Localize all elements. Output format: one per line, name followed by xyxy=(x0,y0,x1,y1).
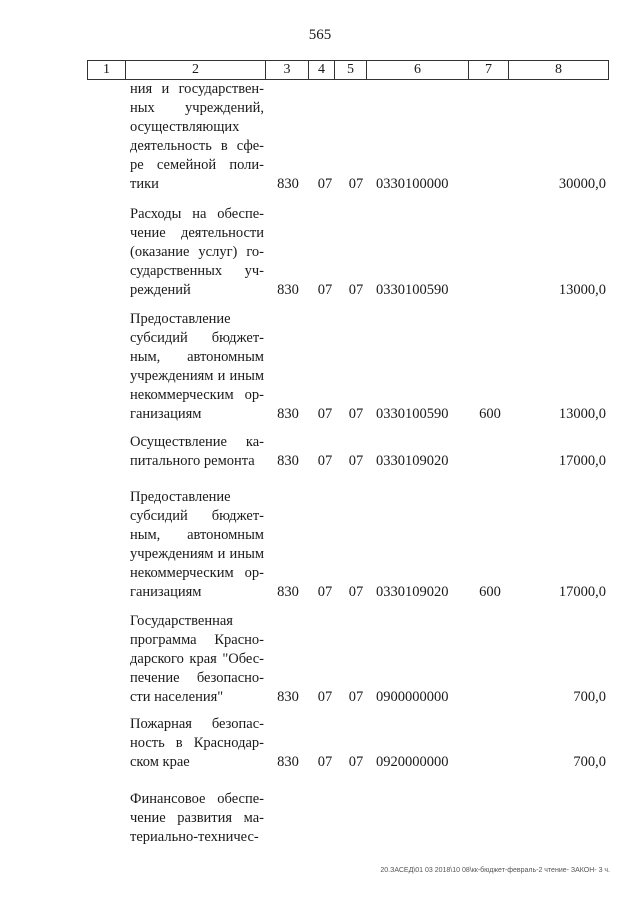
description-line: ре семейной поли- xyxy=(130,157,264,173)
cell-col-4: 07 xyxy=(317,282,333,298)
description-line: печение безопасно- xyxy=(130,670,264,686)
cell-col-7: 600 xyxy=(479,406,501,422)
cell-col-8: 17000,0 xyxy=(558,584,606,600)
description-line: ным, автономным xyxy=(130,349,264,365)
description-line: дарского края "Обес- xyxy=(130,651,264,667)
row-description xyxy=(130,310,264,424)
cell-col-6: 0330100590 xyxy=(376,282,449,298)
cell-col-3: 830 xyxy=(277,584,299,600)
description-line: реждений xyxy=(130,282,191,298)
description-line: Пожарная безопас- xyxy=(130,716,264,732)
description-line: учреждениям и иным xyxy=(130,546,264,562)
description-line: ском крае xyxy=(130,754,190,770)
cell-col-4: 07 xyxy=(317,689,333,705)
row-description xyxy=(130,80,264,194)
cell-col-6: 0330100590 xyxy=(376,406,449,422)
description-line: некоммерческим ор- xyxy=(130,565,264,581)
description-line: программа Красно- xyxy=(130,632,264,648)
description-line: Осуществление ка- xyxy=(130,434,264,450)
cell-col-4: 07 xyxy=(317,584,333,600)
cell-col-3: 830 xyxy=(277,689,299,705)
description-line: ным, автономным xyxy=(130,527,264,543)
column-header-4: 4 xyxy=(308,61,334,79)
cell-col-5: 07 xyxy=(348,406,364,422)
row-description xyxy=(130,715,264,772)
column-header-5: 5 xyxy=(334,61,366,79)
description-line: некоммерческим ор- xyxy=(130,387,264,403)
column-header-3: 3 xyxy=(265,61,308,79)
cell-col-5: 07 xyxy=(348,584,364,600)
cell-col-3: 830 xyxy=(277,176,299,192)
cell-col-4: 07 xyxy=(317,453,333,469)
description-line: деятельность в сфе- xyxy=(130,138,264,154)
cell-col-6: 0920000000 xyxy=(376,754,449,770)
cell-col-5: 07 xyxy=(348,282,364,298)
page-number: 565 xyxy=(308,27,332,43)
description-line: питального ремонта xyxy=(130,453,255,469)
cell-col-7: 600 xyxy=(479,584,501,600)
cell-col-8: 700,0 xyxy=(573,754,606,770)
row-description xyxy=(130,488,264,602)
column-header-2: 2 xyxy=(125,61,265,79)
description-line: субсидий бюджет- xyxy=(130,330,264,346)
footer-file-path: 20.ЗАСЕД\01 03 2018\10 08\кк-бюджет-февраль-2 чтение- ЗАКОН- 3 ч. xyxy=(380,867,610,874)
description-line: ность в Краснодар- xyxy=(130,735,264,751)
cell-col-6: 0330109020 xyxy=(376,584,449,600)
cell-col-3: 830 xyxy=(277,282,299,298)
description-line: учреждениям и иным xyxy=(130,368,264,384)
row-description xyxy=(130,205,264,300)
description-line: ных учреждений, xyxy=(130,100,264,116)
cell-col-5: 07 xyxy=(348,754,364,770)
cell-col-4: 07 xyxy=(317,754,333,770)
cell-col-5: 07 xyxy=(348,689,364,705)
column-header-1: 1 xyxy=(87,61,125,79)
description-line: чение развития ма- xyxy=(130,810,264,826)
description-line: (оказание услуг) го- xyxy=(130,244,264,260)
column-header-row xyxy=(87,60,609,80)
column-header-7: 7 xyxy=(468,61,508,79)
cell-col-3: 830 xyxy=(277,406,299,422)
cell-col-8: 13000,0 xyxy=(558,282,606,298)
description-line: ганизациям xyxy=(130,406,202,422)
description-line: субсидий бюджет- xyxy=(130,508,264,524)
description-line: Государственная xyxy=(130,613,233,629)
cell-col-6: 0330100000 xyxy=(376,176,449,192)
description-line: тики xyxy=(130,176,159,192)
description-line: чение деятельности xyxy=(130,225,264,241)
cell-col-6: 0330109020 xyxy=(376,453,449,469)
cell-col-6: 0900000000 xyxy=(376,689,449,705)
description-line: териально-техничес- xyxy=(130,829,259,845)
cell-col-4: 07 xyxy=(317,406,333,422)
row-description xyxy=(130,433,264,471)
row-description xyxy=(130,790,264,847)
description-line: Расходы на обеспе- xyxy=(130,206,264,222)
cell-col-3: 830 xyxy=(277,754,299,770)
description-line: сти населения" xyxy=(130,689,224,705)
cell-col-8: 13000,0 xyxy=(558,406,606,422)
column-header-6: 6 xyxy=(366,61,468,79)
column-header-8: 8 xyxy=(508,61,609,79)
description-line: Финансовое обеспе- xyxy=(130,791,264,807)
cell-col-4: 07 xyxy=(317,176,333,192)
cell-col-5: 07 xyxy=(348,453,364,469)
description-line: Предоставление xyxy=(130,311,231,327)
description-line: ганизациям xyxy=(130,584,202,600)
cell-col-8: 17000,0 xyxy=(558,453,606,469)
description-line: осуществляющих xyxy=(130,119,240,135)
description-line: Предоставление xyxy=(130,489,231,505)
cell-col-5: 07 xyxy=(348,176,364,192)
cell-col-8: 700,0 xyxy=(573,689,606,705)
row-description xyxy=(130,612,264,707)
description-line: ния и государствен- xyxy=(130,81,264,97)
description-line: сударственных уч- xyxy=(130,263,264,279)
cell-col-8: 30000,0 xyxy=(558,176,606,192)
cell-col-3: 830 xyxy=(277,453,299,469)
